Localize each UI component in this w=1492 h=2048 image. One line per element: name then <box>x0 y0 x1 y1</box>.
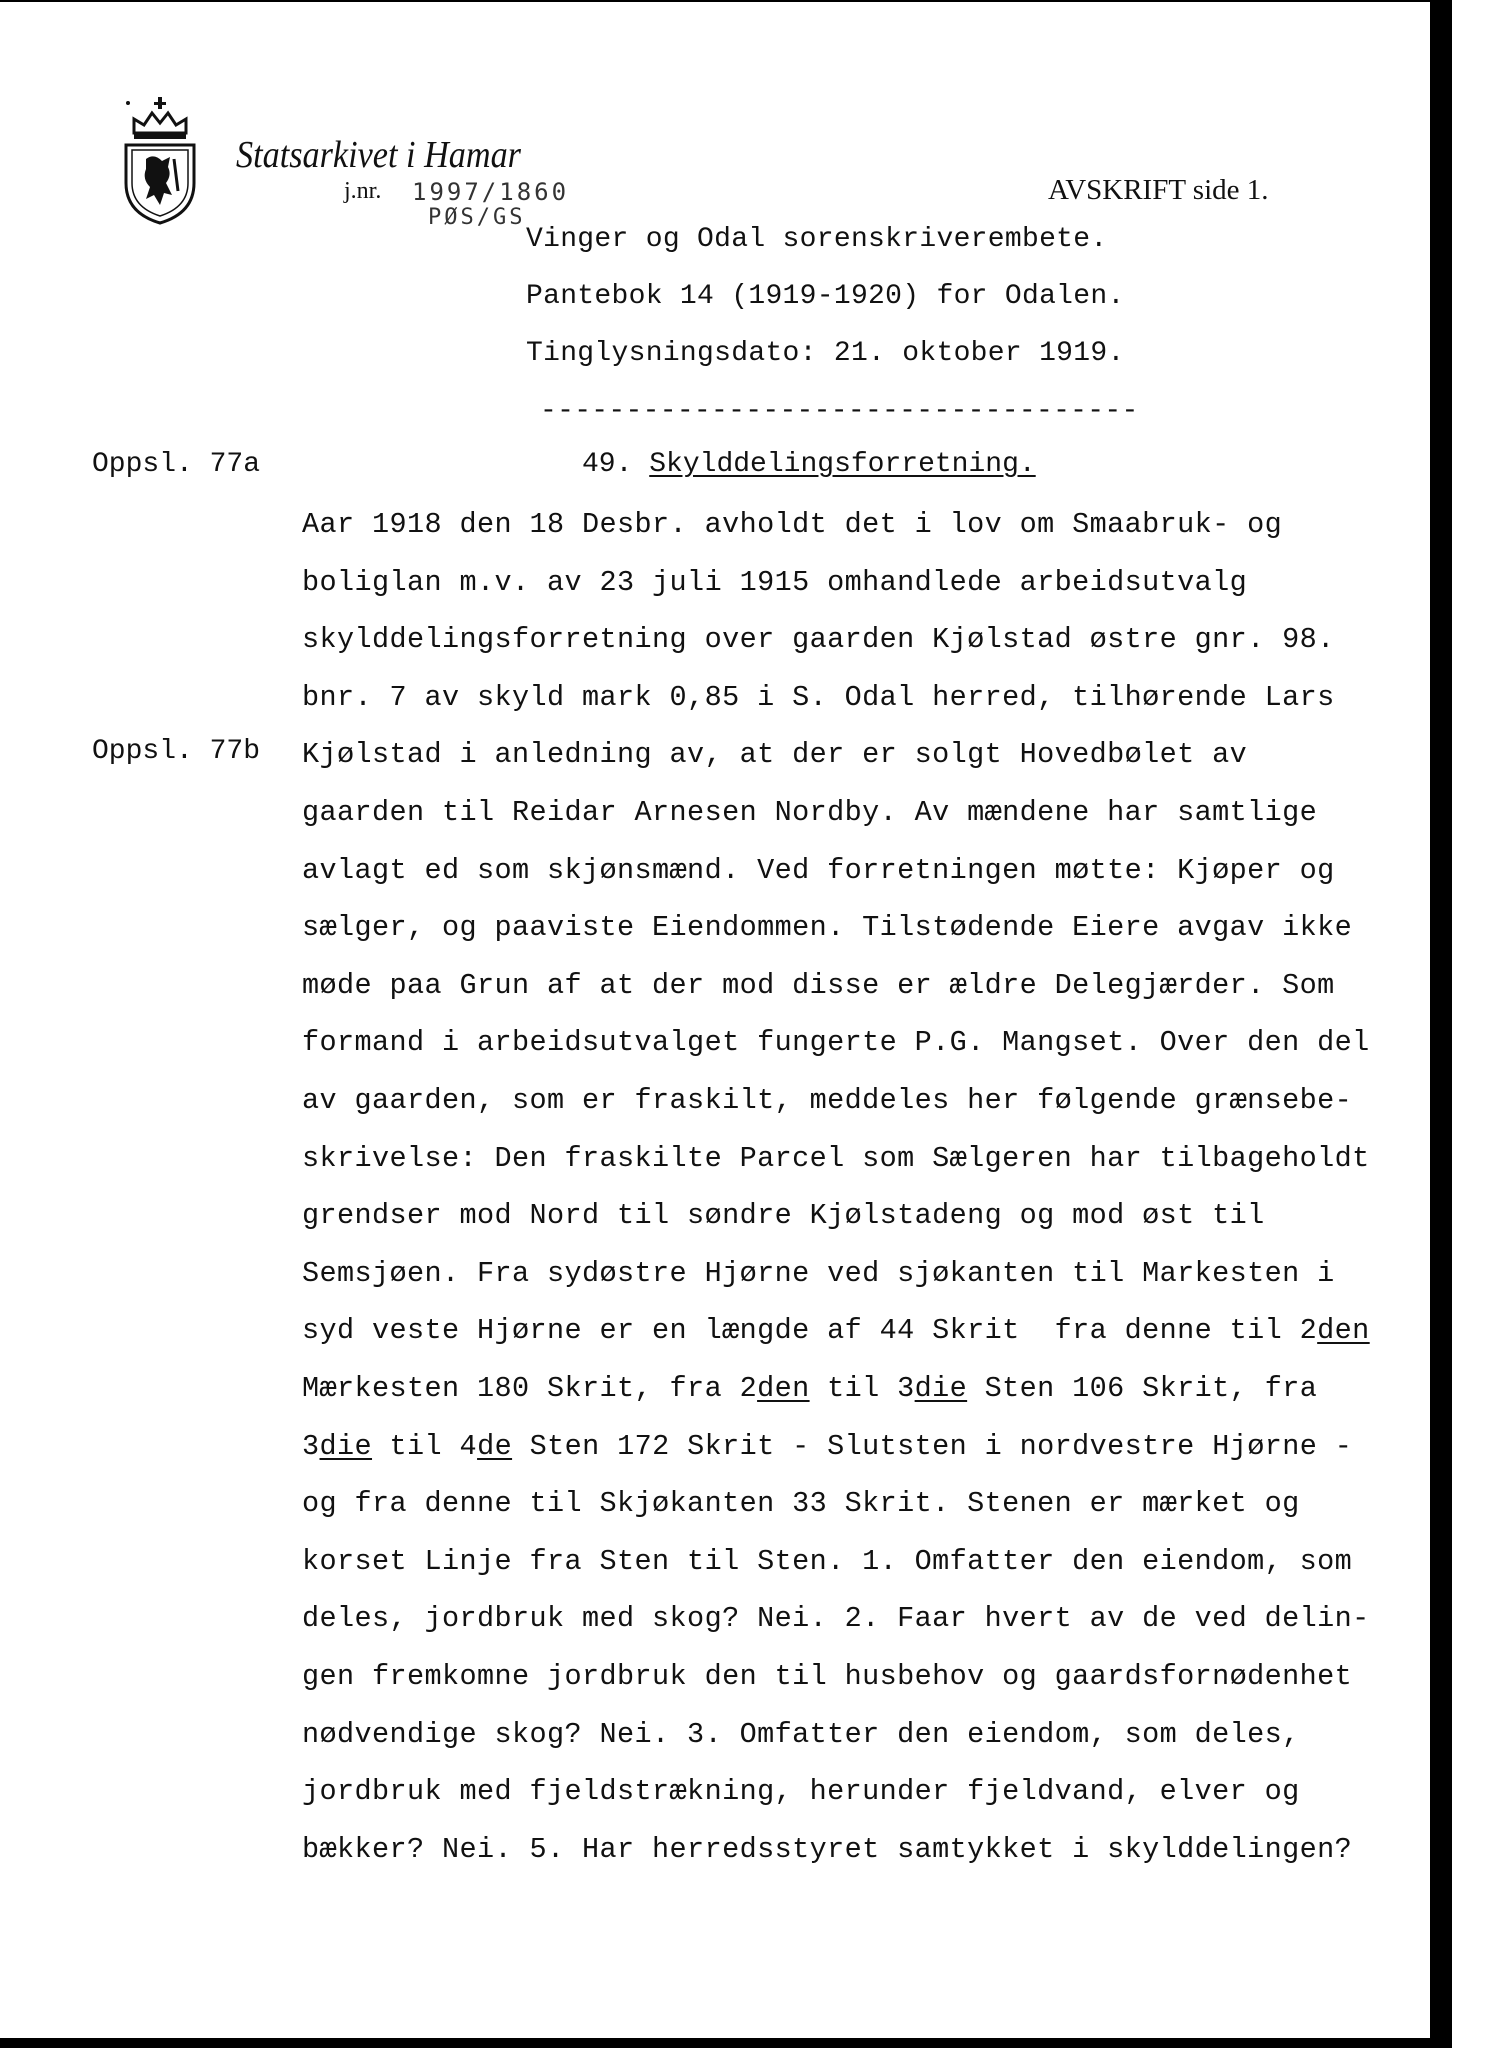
ordinal-suffix: den <box>757 1372 810 1405</box>
body-text: sælger, og paaviste Eiendommen. Tilstødende Eiere avgav ikke <box>302 911 1353 945</box>
heading-office: Vinger og Odal sorenskriverembete. <box>526 224 1108 255</box>
body-text: jordbruk med fjeldstrækning, herunder fjeldvand, elver og <box>302 1775 1300 1809</box>
body-line <box>302 1545 1352 1578</box>
body-line <box>302 623 1335 656</box>
entry-number: 49. <box>582 449 633 480</box>
body-line <box>302 1430 1352 1463</box>
heading-registration-date: Tinglysningsdato: 21. oktober 1919. <box>526 338 1125 369</box>
body-line <box>302 911 1352 944</box>
body-text: avlagt ed som skjønsmænd. Ved forretningen møtte: Kjøper og <box>302 853 1335 887</box>
body-text: deles, jordbruk med skog? Nei. 2. Faar hvert av de ved delin- <box>302 1602 1370 1636</box>
body-text: korset Linje fra Sten til Sten. 1. Omfatter den eiendom, som <box>302 1544 1353 1578</box>
body-line <box>302 1487 1300 1520</box>
archive-name: Statsarkivet i Hamar <box>236 134 521 176</box>
body-text: gen fremkomne jordbruk den til husbehov og gaardsfornødenhet <box>302 1660 1353 1693</box>
body-text: og fra denne til Skjøkanten 33 Skrit. Stenen er mærket og <box>302 1487 1300 1521</box>
body-text: bnr. 7 av skyld mark 0,85 i S. Odal herred, tilhørende Lars <box>302 680 1335 714</box>
body-line <box>302 508 1282 541</box>
body-line <box>302 854 1335 887</box>
body-line <box>302 566 1247 599</box>
body-line <box>302 1775 1300 1808</box>
body-text: syd veste Hjørne er en længde af 44 Skrit fra denne til 2 <box>302 1314 1318 1348</box>
ordinal-suffix: die <box>914 1372 968 1405</box>
body-line <box>302 1026 1370 1059</box>
body-text: til 4 <box>372 1429 478 1463</box>
heading-register: Pantebok 14 (1919-1920) for Odalen. <box>526 281 1125 312</box>
body-line <box>302 1372 1317 1405</box>
body-line <box>302 1602 1370 1635</box>
body-text: Aar 1918 den 18 Desbr. avholdt det i lov om Smaabruk- og <box>302 508 1283 541</box>
ordinal-suffix: den <box>1317 1314 1370 1348</box>
body-text: bækker? Nei. 5. Har herredsstyret samtykket i skylddelingen? <box>302 1832 1353 1866</box>
body-text: Sten 106 Skrit, fra <box>967 1372 1318 1405</box>
margin-note-77a: Oppsl. 77a <box>92 449 261 480</box>
body-text: 3 <box>302 1429 320 1463</box>
ordinal-suffix: die <box>319 1429 373 1463</box>
body-text: Semsjøen. Fra sydøstre Hjørne ved sjøkanten til Markesten i <box>302 1256 1335 1290</box>
body-text: skrivelse: Den fraskilte Parcel som Sælgeren har tilbageholdt <box>302 1141 1370 1175</box>
journal-number-stamp: 1997/1860 <box>412 178 570 206</box>
body-text: møde paa Grun af at der mod disse er ældre Delegjærder. Som <box>302 968 1335 1002</box>
body-line <box>302 738 1247 771</box>
margin-note-77b: Oppsl. 77b <box>92 736 261 767</box>
body-text: av gaarden, som er fraskilt, meddeles her følgende grænsebe- <box>302 1084 1353 1117</box>
body-line <box>302 1257 1335 1290</box>
body-line <box>302 681 1335 714</box>
body-line <box>302 1314 1370 1347</box>
body-text: boliglan m.v. av 23 juli 1915 omhandlede arbeidsutvalg <box>302 565 1248 599</box>
ordinal-suffix: de <box>477 1429 513 1463</box>
body-line <box>302 1660 1352 1693</box>
journal-number-label: j.nr. <box>344 178 382 204</box>
entry-title <box>582 449 1036 480</box>
body-line <box>302 1833 1352 1866</box>
body-text: skylddelingsforretning over gaarden Kjølstad østre gnr. 98. <box>302 623 1335 657</box>
body-line <box>302 1084 1352 1117</box>
body-text: Mærkesten 180 Skrit, fra 2 <box>302 1372 758 1405</box>
body-text: til 3 <box>809 1372 915 1405</box>
entry-title-text: Skylddelingsforretning. <box>649 449 1036 480</box>
body-line <box>302 969 1335 1002</box>
coat-of-arms-icon <box>120 95 200 225</box>
body-text: gaarden til Reidar Arnesen Nordby. Av mændene har samtlige <box>302 796 1318 829</box>
body-text: Kjølstad i anledning av, at der er solgt Hovedbølet av <box>302 738 1248 772</box>
body-line <box>302 796 1317 829</box>
body-text: Sten 172 Skrit - Slutsten i nordvestre Hjørne - <box>512 1429 1353 1463</box>
body-text: formand i arbeidsutvalget fungerte P.G. Mangset. Over den del <box>302 1026 1370 1060</box>
copy-page-label: AVSKRIFT side 1. <box>1048 174 1269 206</box>
body-line <box>302 1199 1265 1232</box>
journal-initials-stamp: PØS/GS <box>428 205 526 230</box>
body-text: nødvendige skog? Nei. 3. Omfatter den eiendom, som deles, <box>302 1717 1300 1751</box>
body-text: grendser mod Nord til søndre Kjølstadeng og mod øst til <box>302 1199 1265 1233</box>
heading-separator: ----------------------------------- <box>540 396 1139 427</box>
body-line <box>302 1718 1300 1751</box>
body-line <box>302 1142 1370 1175</box>
